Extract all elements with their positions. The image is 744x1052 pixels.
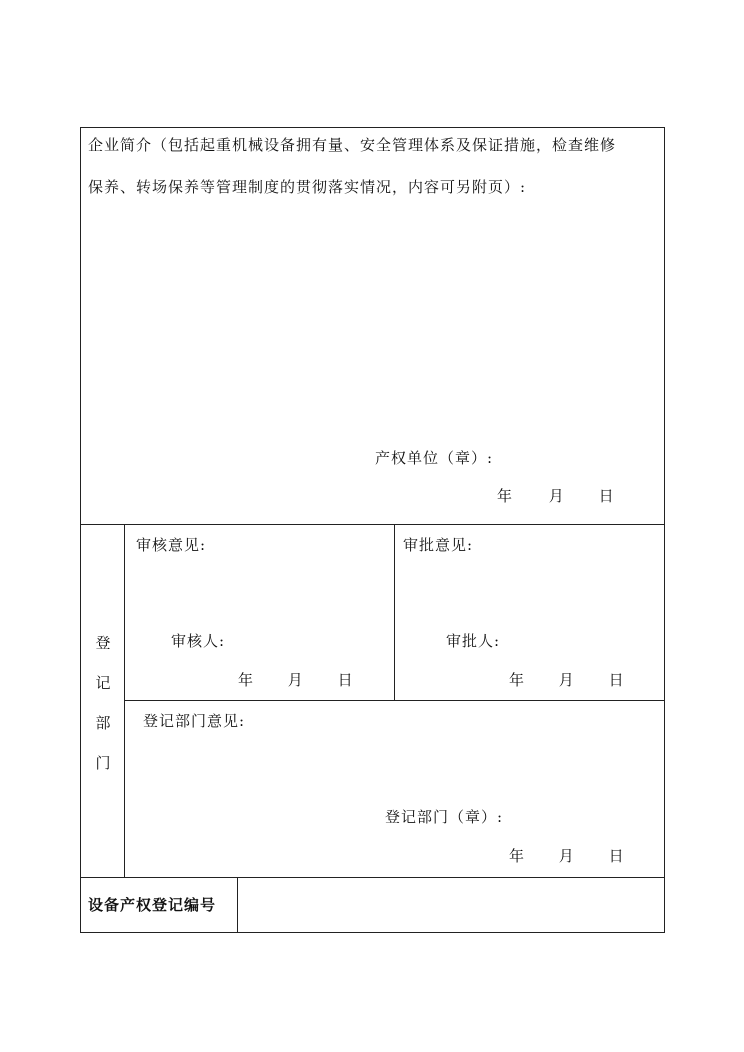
approver-label: 审批人: xyxy=(446,632,501,650)
registration-form-table xyxy=(80,127,665,933)
divider-intro-bottom xyxy=(80,524,665,525)
owner-stamp-label: 产权单位（章）: xyxy=(375,449,494,467)
side-char-3: 部 xyxy=(95,714,111,732)
approval-date xyxy=(509,673,625,688)
side-char-2: 记 xyxy=(95,674,111,692)
intro-date xyxy=(497,489,615,504)
approval-date-day: 日 xyxy=(608,671,625,689)
divider-review-approval xyxy=(394,524,395,700)
intro-date-year: 年 xyxy=(497,487,514,505)
dept-stamp-label: 登记部门（章）: xyxy=(385,808,504,826)
review-date-month: 月 xyxy=(287,671,304,689)
dept-date-day: 日 xyxy=(608,847,625,865)
registration-dept-side-label xyxy=(88,636,118,796)
divider-review-bottom xyxy=(124,700,665,701)
side-char-1: 登 xyxy=(95,634,111,652)
equipment-registration-number-field[interactable] xyxy=(245,898,655,918)
dept-date-year: 年 xyxy=(509,847,526,865)
intro-date-day: 日 xyxy=(598,487,615,505)
dept-date xyxy=(509,849,625,864)
divider-footer-label xyxy=(237,877,238,933)
intro-line-1: 企业简介（包括起重机械设备拥有量、安全管理体系及保证措施，检查维修 xyxy=(88,136,617,154)
approval-opinion-label: 审批意见: xyxy=(403,536,474,554)
dept-opinion-label: 登记部门意见: xyxy=(143,712,246,730)
intro-line-2: 保养、转场保养等管理制度的贯彻落实情况，内容可另附页）: xyxy=(88,178,527,196)
review-date-day: 日 xyxy=(337,671,354,689)
approval-date-year: 年 xyxy=(509,671,526,689)
review-opinion-label: 审核意见: xyxy=(136,536,207,554)
intro-date-month: 月 xyxy=(548,487,565,505)
reviewer-label: 审核人: xyxy=(171,632,226,650)
review-date-year: 年 xyxy=(238,671,255,689)
divider-side-label xyxy=(124,524,125,877)
review-date xyxy=(238,673,354,688)
side-char-4: 门 xyxy=(95,754,111,772)
divider-dept-bottom xyxy=(80,877,665,878)
dept-date-month: 月 xyxy=(558,847,575,865)
approval-date-month: 月 xyxy=(558,671,575,689)
equipment-registration-number-label: 设备产权登记编号 xyxy=(88,896,217,914)
